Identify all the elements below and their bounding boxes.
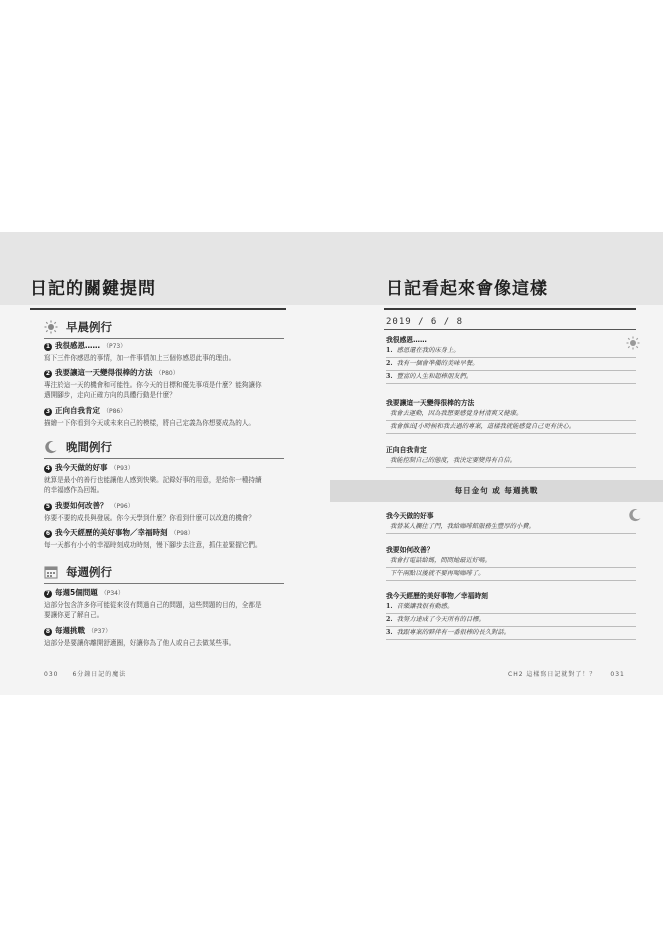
calendar-icon: [44, 565, 58, 579]
line-text: 我會去運動，因為我想要感覺身材清爽又健康。: [390, 410, 523, 417]
question-body: 你要不要的成長與發展。你今天學到什麼？你看到什麼可以改進的機會？: [44, 514, 255, 522]
section-underline: [44, 583, 284, 584]
question-8: [44, 626, 284, 648]
question-title: 每週5個問題: [55, 588, 98, 597]
section-label: 早晨例行: [66, 320, 112, 334]
section-weekly: [44, 563, 284, 583]
question-title: 我要如何改善？: [55, 501, 108, 510]
page-ref: （P34）: [100, 590, 124, 597]
question-title: 我很感恩……: [55, 341, 100, 350]
number-badge: 6: [45, 530, 51, 537]
book-spread: [0, 232, 663, 695]
page-ref: （P93）: [110, 465, 134, 472]
entry-line: [386, 371, 636, 384]
question-title: 我今天做的好事: [55, 463, 108, 472]
entry-line: [386, 455, 636, 468]
question-body: 寫下三件你感恩的事情，加一件事情加上三個你感恩此事的理由。: [44, 354, 236, 362]
section-label: 每週例行: [66, 565, 112, 579]
section-morning: [44, 318, 284, 338]
number-badge: 4: [45, 465, 51, 472]
right-title-rule: [384, 308, 636, 310]
line-number: 2.: [386, 360, 393, 367]
moon-icon: [44, 440, 58, 454]
line-text: 我替某人攔住了門，我給咖啡館服務生豐厚的小費。: [390, 523, 535, 530]
entry-line: [386, 345, 636, 358]
entry-line: [386, 627, 636, 640]
line-text: 豐富的人生和超棒朋友們。: [396, 373, 473, 380]
line-text: 我努力達成了今天所有的目標。: [396, 616, 485, 623]
page-ref: （P98）: [170, 530, 194, 537]
page-ref: （P96）: [110, 503, 134, 510]
good-deed-block: [386, 511, 636, 534]
question-body: 這部分是要讓你離開舒適圈，好讓你為了他人或自己去做某些事。: [44, 639, 236, 647]
affirmation-block: [386, 445, 636, 468]
entry-line: [386, 601, 636, 614]
question-6: [44, 528, 284, 550]
entry-line: [386, 521, 636, 534]
block-title: 我要如何改善？: [386, 546, 434, 554]
line-number: 1.: [386, 603, 393, 610]
question-body-line-2: 要讓你更了解自己。: [44, 611, 104, 619]
question-title: 正向自我肯定: [55, 406, 100, 415]
question-1: [44, 341, 284, 363]
question-7: [44, 588, 284, 620]
number-badge: 8: [45, 628, 51, 635]
gratitude-block: [386, 335, 636, 384]
diary-date: 2019 / 6 / 8: [386, 317, 464, 327]
line-number: 3.: [386, 373, 393, 380]
line-text: 我會推出[小時候和我去過的專案，這樣我就能感覺自己更有決心。: [390, 423, 576, 430]
line-text: 我跟專案的夥伴有一番很棒的長久對話。: [396, 629, 510, 636]
line-text: 感恩還在我的床身上。: [396, 347, 460, 354]
question-body: 每一天都有小小的幸福時刻成功時刻，慢下腳步去注意，抓住並緊握它們。: [44, 541, 262, 549]
quote-band-label: 每日金句 或 每週挑戰: [454, 486, 539, 495]
left-page-title: 日記的關鍵提問: [30, 279, 156, 299]
number-badge: 1: [45, 343, 51, 350]
question-body-line-1: 專注於這一天的機會和可能性。你今天的目標和優先事項是什麼？能夠讓你: [44, 381, 262, 389]
line-number: 1.: [386, 347, 393, 354]
question-title: 我要讓這一天變得很棒的方法: [55, 368, 153, 377]
line-number: 2.: [386, 616, 393, 623]
page-ref: （P86）: [103, 408, 127, 415]
line-text: 我會打電話給媽，問問她最近好嗎。: [390, 557, 491, 564]
section-underline: [44, 458, 284, 459]
page-ref: （P80）: [155, 370, 179, 377]
right-footer: CH2 這樣寫日記就對了！？ 031: [508, 671, 625, 678]
question-body-line-1: 就算是最小的善行也能讓他人感到快樂。記錄好事的用意，是給你一種持續: [44, 476, 262, 484]
question-3: [44, 406, 284, 428]
block-title: 我今天經歷的美好事物／幸福時刻: [386, 592, 488, 600]
block-title: 我要讓這一天變得很棒的方法: [386, 399, 475, 407]
question-title: 每週挑戰: [55, 626, 85, 635]
question-title: 我今天經歷的美好事物／幸福時刻: [55, 528, 168, 537]
entry-line: [386, 614, 636, 627]
section-underline: [44, 338, 284, 339]
good-things-block: [386, 591, 636, 640]
line-text: 我有一個會準備的美味早餐。: [396, 360, 479, 367]
block-title: 我今天做的好事: [386, 512, 434, 520]
number-badge: 7: [45, 590, 51, 597]
page-ref: （P37）: [88, 628, 112, 635]
right-page-title: 日記看起來會像這樣: [386, 279, 548, 299]
line-text: 我能控制自己的態度，我決定要變得有自信。: [390, 457, 516, 464]
question-5: [44, 501, 284, 523]
number-badge: 5: [45, 503, 51, 510]
question-2: [44, 368, 284, 400]
entry-line: [386, 421, 636, 434]
question-body-line-2: 邁開腳步，走向正確方向的具體行動是什麼？: [44, 391, 176, 399]
section-evening: [44, 438, 284, 458]
improve-block: [386, 545, 636, 581]
question-body-line-1: 這部分包含許多你可能從來沒有問過自己的問題，這些問題的目的，全都是: [44, 601, 262, 609]
question-4: [44, 463, 284, 495]
section-label: 晚間例行: [66, 440, 112, 454]
number-badge: 3: [45, 408, 51, 415]
block-title: 正向自我肯定: [386, 446, 427, 454]
entry-line: [386, 408, 636, 421]
quote-or-challenge-band: [330, 480, 663, 502]
number-badge: 2: [45, 370, 51, 377]
entry-line: [386, 358, 636, 371]
entry-line: [386, 568, 636, 581]
entry-line: [386, 555, 636, 568]
sun-icon: [44, 320, 58, 334]
line-number: 3.: [386, 629, 393, 636]
line-text: 下午兩點以後就不要再喝咖啡了。: [390, 570, 485, 577]
block-title: 我很感恩……: [386, 336, 427, 344]
question-body-line-2: 的幸福感作為回報。: [44, 486, 104, 494]
line-text: 音樂讓我很有動感。: [396, 603, 454, 610]
date-rule: [384, 329, 636, 330]
left-title-rule: [30, 308, 286, 310]
page-ref: （P73）: [103, 343, 127, 350]
left-footer: 030 6分鐘日記的魔法: [44, 671, 127, 678]
great-day-block: [386, 398, 636, 434]
question-body: 描繪一下你看到今天或未來自己的模樣，將自己定義為你想要成為的人。: [44, 419, 255, 427]
